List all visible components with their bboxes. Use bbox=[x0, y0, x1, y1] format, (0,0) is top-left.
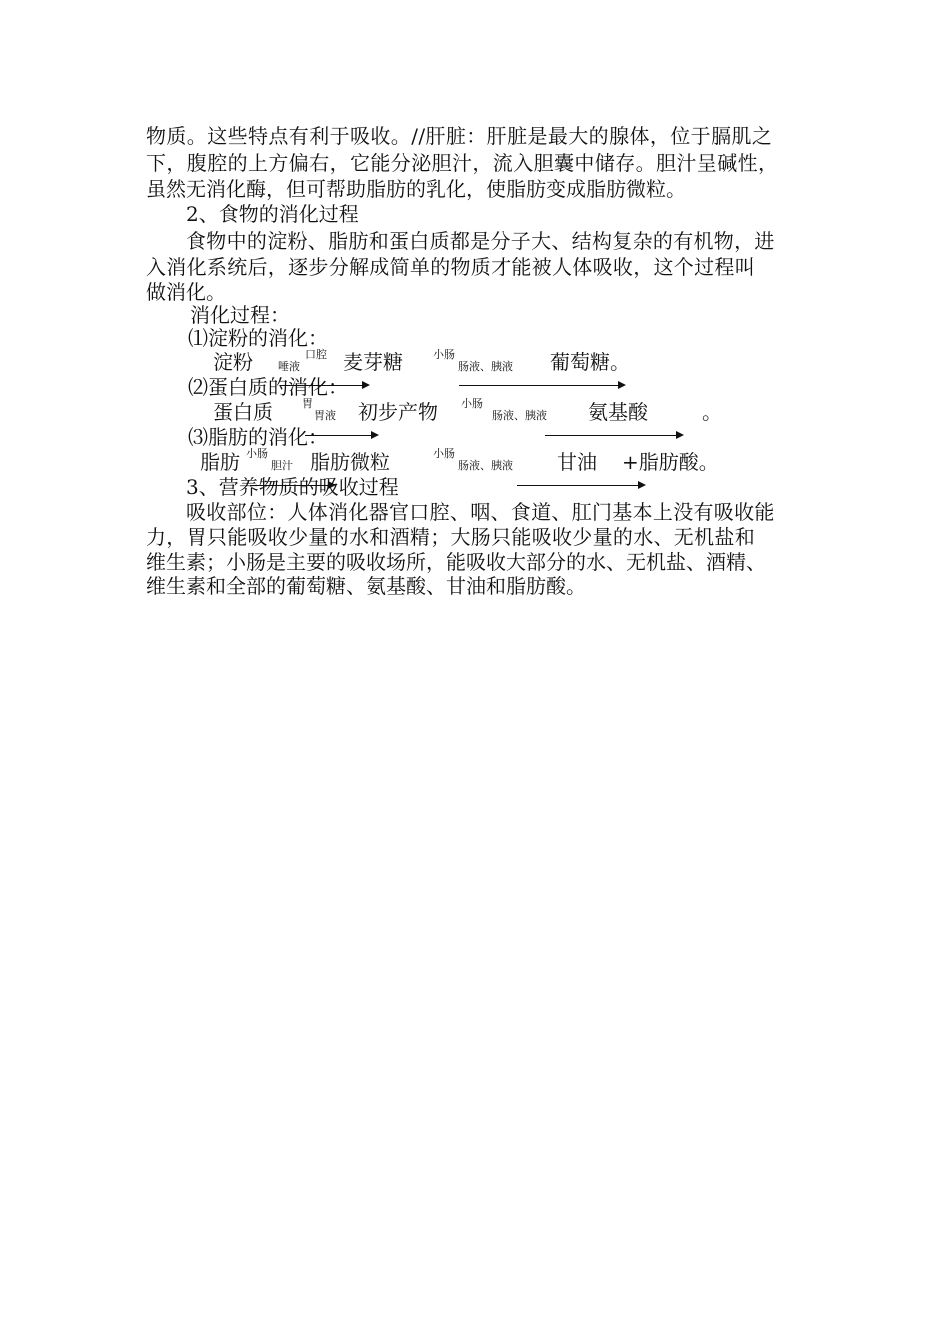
para1-line3: 虽然无消化酶，但可帮助脂肪的乳化，使脂肪变成脂肪微粒。 bbox=[146, 177, 686, 201]
starch-middle: 麦芽糖 bbox=[343, 350, 403, 374]
fat-arrow-2 bbox=[517, 485, 644, 486]
fat-enzyme2: 肠液、胰液 bbox=[458, 459, 513, 472]
fat-site1: 小肠 bbox=[246, 447, 268, 460]
starch-end: 葡萄糖。 bbox=[550, 350, 630, 374]
fat-heading: ⑶脂肪的消化： bbox=[188, 425, 328, 449]
protein-site2: 小肠 bbox=[461, 397, 483, 410]
starch-site2: 小肠 bbox=[433, 348, 455, 361]
section2-heading: 2、食物的消化过程 bbox=[186, 202, 359, 226]
section2-line2: 入消化系统后，逐步分解成简单的物质才能被人体吸收，这个过程叫 bbox=[146, 255, 755, 279]
section2-line3: 做消化。 bbox=[146, 280, 226, 304]
fat-enzyme1: 胆汁 bbox=[271, 459, 293, 472]
process-label: 消化过程： bbox=[190, 303, 290, 327]
fat-end1: 甘油 bbox=[557, 450, 597, 474]
starch-arrow-2 bbox=[459, 385, 624, 386]
fat-end2: +脂肪酸。 bbox=[622, 450, 719, 474]
section3-line3: 维生素；小肠是主要的吸收场所，能吸收大部分的水、无机盐、酒精、 bbox=[146, 550, 766, 574]
protein-arrow-2 bbox=[545, 435, 682, 436]
section3-line4: 维生素和全部的葡萄糖、氨基酸、甘油和脂肪酸。 bbox=[146, 574, 586, 598]
protein-enzyme2: 肠液、胰液 bbox=[492, 409, 547, 422]
protein-middle: 初步产物 bbox=[358, 400, 438, 424]
starch-heading: ⑴淀粉的消化： bbox=[188, 326, 328, 350]
starch-site1: 口腔 bbox=[305, 348, 327, 361]
fat-site2: 小肠 bbox=[433, 447, 455, 460]
protein-enzyme1: 胃液 bbox=[314, 409, 336, 422]
protein-end-mark: 。 bbox=[702, 400, 722, 424]
section3-line2: 力，胃只能吸收少量的水和酒精；大肠只能吸收少量的水、无机盐和 bbox=[146, 525, 755, 549]
fat-start: 脂肪 bbox=[200, 450, 240, 474]
starch-enzyme2: 肠液、胰液 bbox=[458, 360, 513, 373]
starch-start: 淀粉 bbox=[213, 350, 253, 374]
para1-line1: 物质。这些特点有利于吸收。//肝脏：肝脏是最大的腺体，位于膈肌之 bbox=[146, 124, 773, 148]
protein-site1: 胃 bbox=[302, 397, 313, 410]
fat-middle: 脂肪微粒 bbox=[310, 450, 390, 474]
section2-line1: 食物中的淀粉、脂肪和蛋白质都是分子大、结构复杂的有机物，进 bbox=[186, 229, 775, 253]
para1-line2: 下，腹腔的上方偏右，它能分泌胆汁，流入胆囊中储存。胆汁呈碱性， bbox=[146, 151, 779, 175]
protein-start: 蛋白质 bbox=[213, 400, 273, 424]
protein-heading: ⑵蛋白质的消化： bbox=[188, 375, 348, 399]
protein-end: 氨基酸 bbox=[588, 400, 648, 424]
section3-line1: 吸收部位：人体消化器官口腔、咽、食道、肛门基本上没有吸收能 bbox=[186, 500, 775, 524]
section3-heading: 3、营养物质的吸收过程 bbox=[186, 475, 399, 499]
starch-enzyme1: 唾液 bbox=[278, 360, 300, 373]
